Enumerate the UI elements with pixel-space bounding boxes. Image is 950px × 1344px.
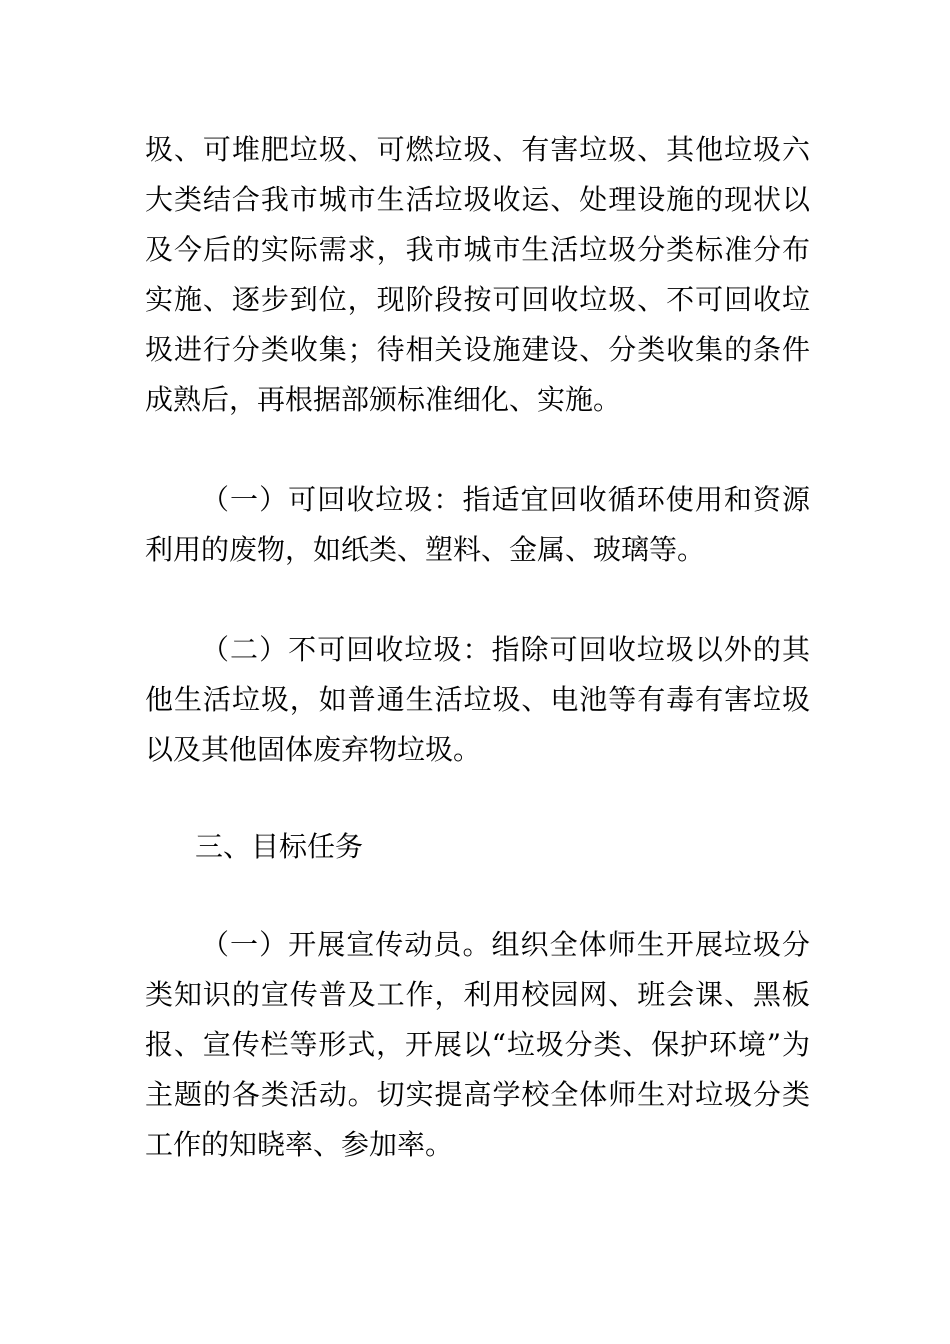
paragraph-classification-standard: 圾、可堆肥垃圾、可燃垃圾、有害垃圾、其他垃圾六大类结合我市城市生活垃圾收运、处理设施的现状以及今后的实际需求，我市城市生活垃圾分类标准分布实施、逐步到位，现阶段按可回收垃圾、不可回收垃圾进行分类收集；待相关设施建设、分类收集的条件成熟后，再根据部颁标准细化、实施。 [145,133,810,416]
paragraph-recyclable-waste: （一）可回收垃圾：指适宜回收循环使用和资源利用的废物，如纸类、塑料、金属、玻璃等。 [145,483,810,566]
section-heading-goals-tasks: 三、目标任务 [195,830,364,863]
paragraph-non-recyclable-waste: （二）不可回收垃圾：指除可回收垃圾以外的其他生活垃圾，如普通生活垃圾、电池等有毒有害垃圾以及其他固体废弃物垃圾。 [145,633,810,766]
paragraph-publicity-mobilization: （一）开展宣传动员。组织全体师生开展垃圾分类知识的宣传普及工作，利用校园网、班会课、黑板报、宣传栏等形式，开展以“垃圾分类、保护环境”为主题的各类活动。切实提高学校全体师生对垃圾分类工作的知晓率、参加率。 [145,928,810,1161]
